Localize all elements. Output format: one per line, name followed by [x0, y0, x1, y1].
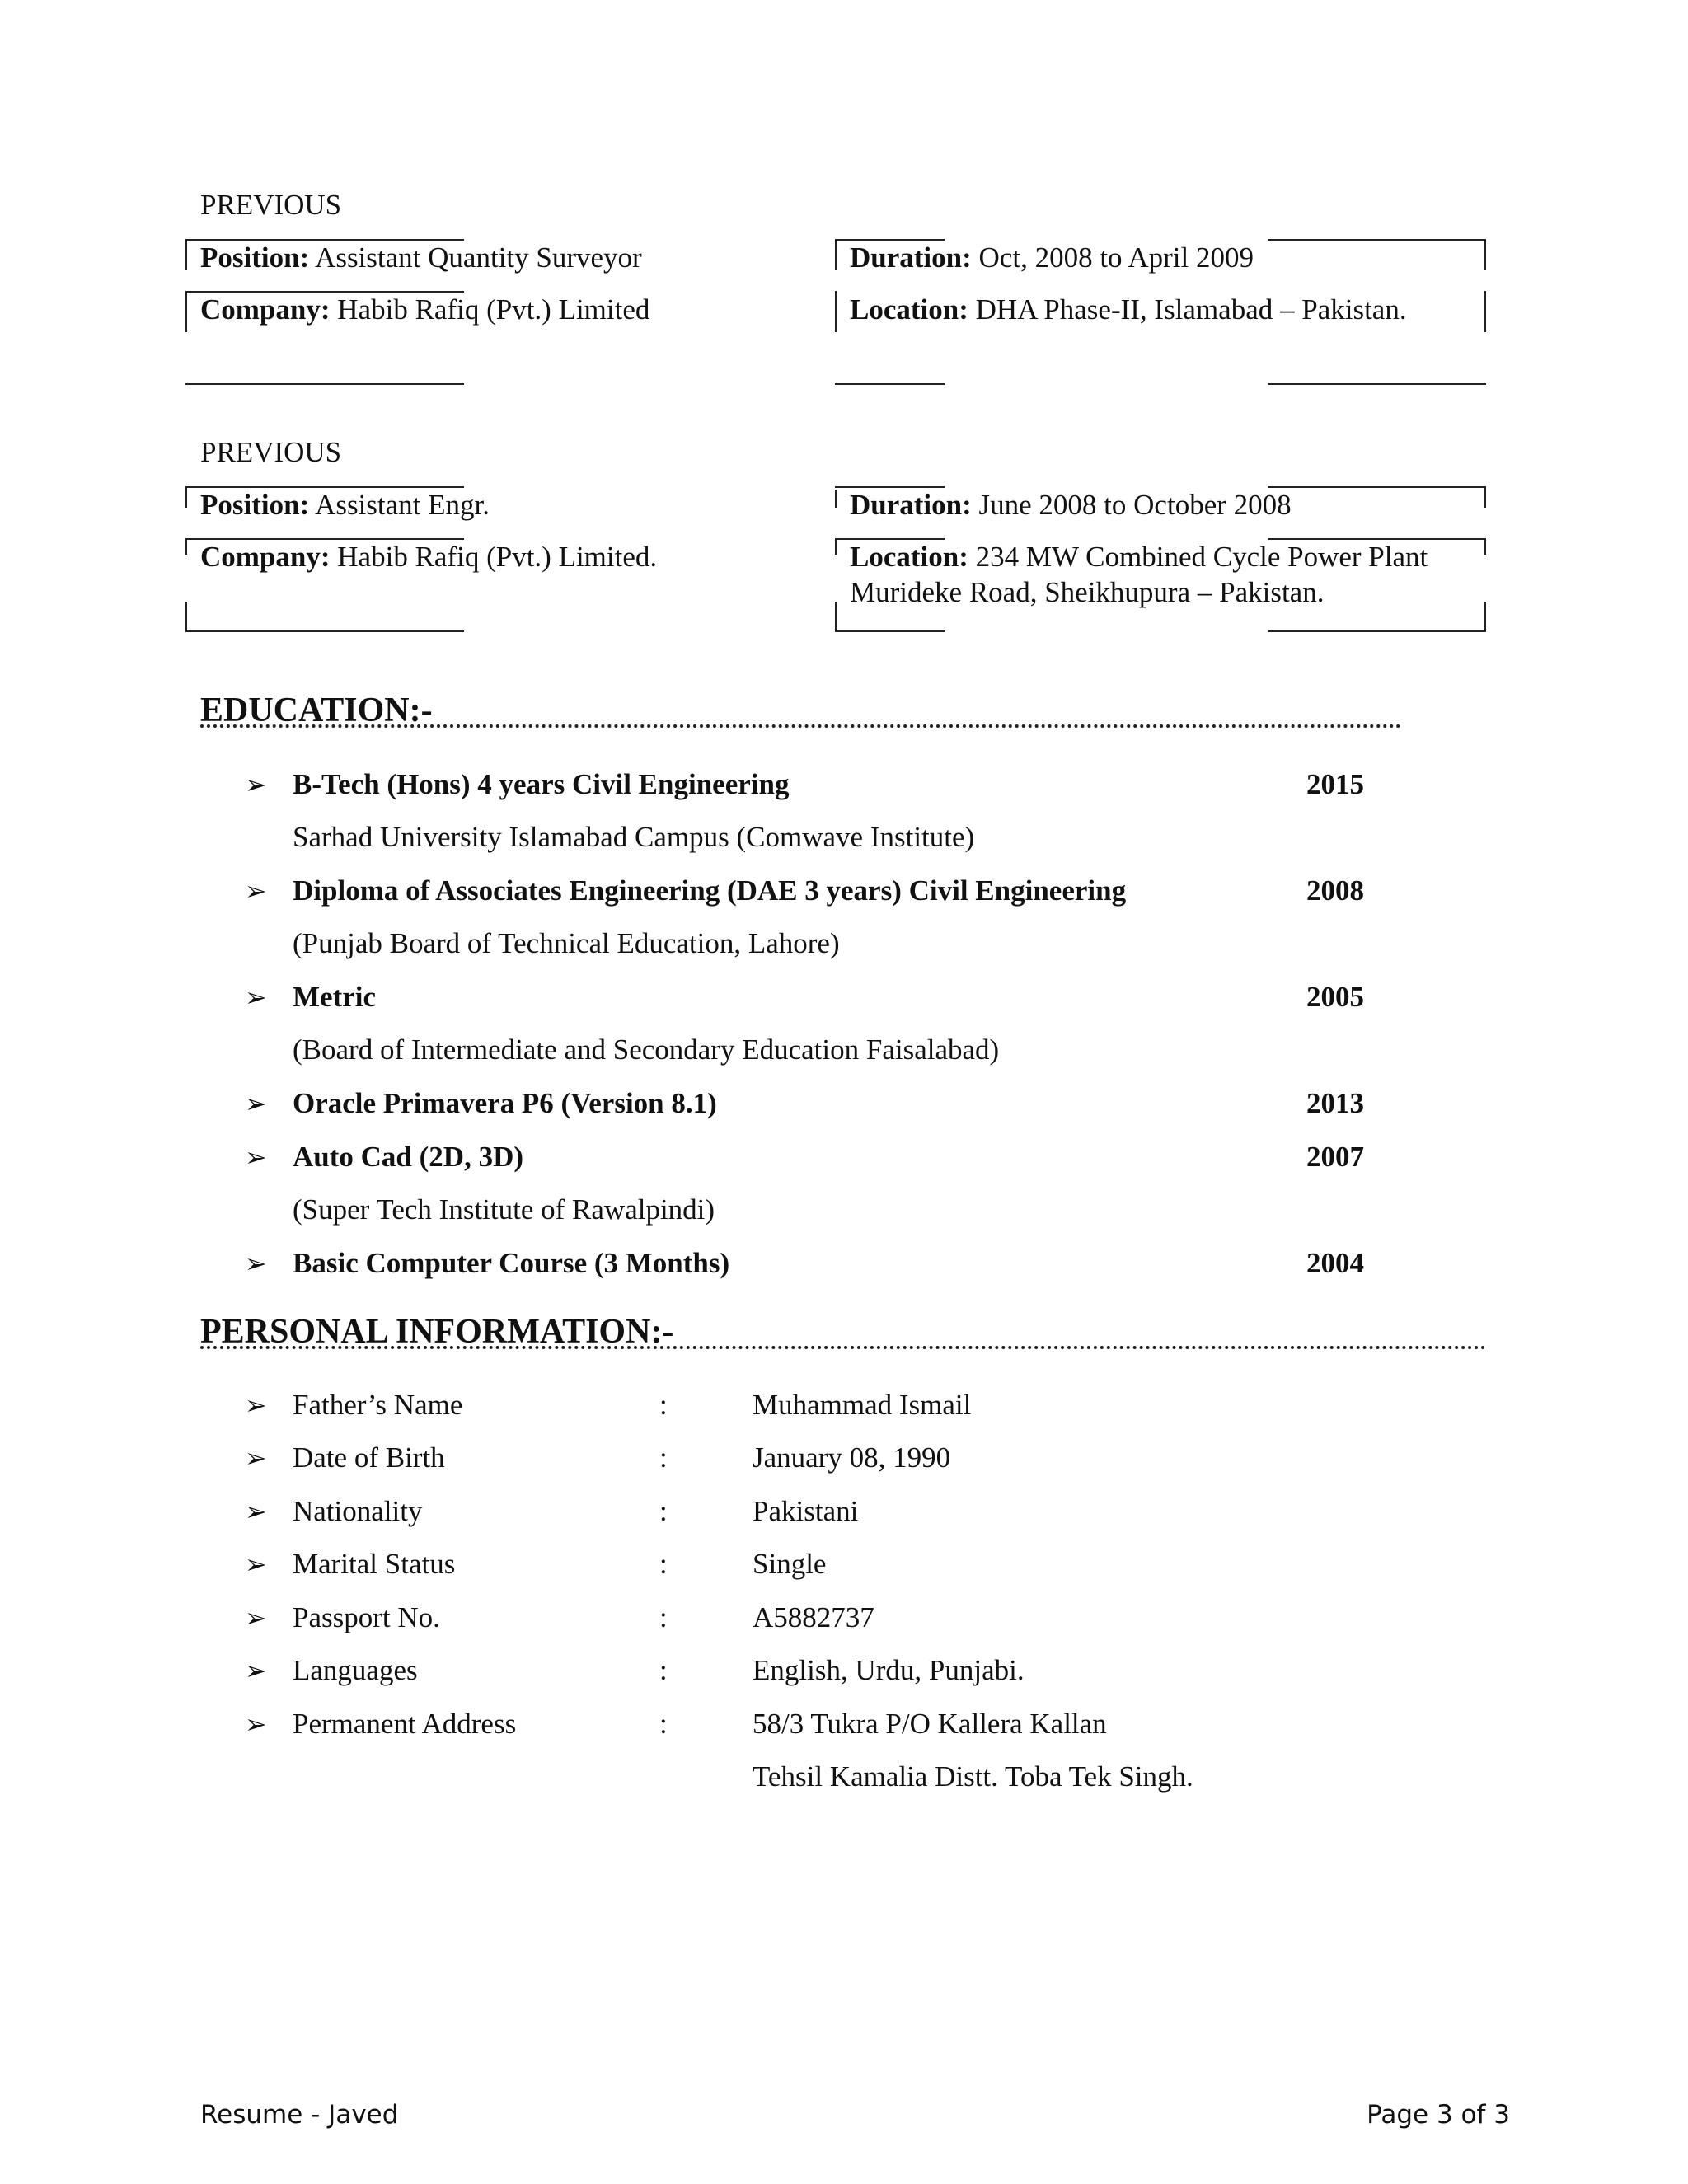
education-item-title: Basic Computer Course (3 Months): [293, 1247, 730, 1279]
frame-line: [835, 383, 945, 385]
personal-info-label: Languages: [293, 1654, 418, 1686]
education-item-title: B-Tech (Hons) 4 years Civil Engineering: [293, 768, 790, 800]
company-field: [200, 540, 657, 574]
personal-info-separator: :: [659, 1654, 668, 1686]
education-title: EDUCATION:-: [200, 691, 433, 729]
company-label: Company:: [200, 293, 331, 326]
footer-page-number: Page 3 of 3: [1367, 2100, 1510, 2130]
location-field: [850, 540, 1428, 574]
frame-line: [1484, 602, 1486, 631]
company-value: Habib Rafiq (Pvt.) Limited.: [337, 541, 658, 573]
location-label: Location:: [850, 541, 968, 573]
frame-line: [185, 602, 187, 631]
education-item-detail: (Super Tech Institute of Rawalpindi): [293, 1193, 715, 1226]
personal-info-label: Passport No.: [293, 1601, 440, 1633]
bullet-icon: ➢: [245, 982, 267, 1012]
job-heading: PREVIOUS: [200, 189, 342, 221]
duration-field: [850, 488, 1292, 523]
bullet-icon: ➢: [245, 1603, 267, 1633]
education-item-year: 2004: [1306, 1247, 1364, 1279]
location-label: Location:: [850, 293, 968, 326]
frame-line: [185, 630, 464, 632]
bullet-icon: ➢: [245, 1142, 267, 1172]
education-item-year: 2007: [1306, 1141, 1364, 1173]
education-item-detail: (Punjab Board of Technical Education, Lahore): [293, 927, 840, 959]
frame-line: [835, 490, 837, 508]
frame-line: [185, 538, 187, 555]
personal-info-value: 58/3 Tukra P/O Kallera Kallan: [753, 1708, 1107, 1740]
personal-info-label: Nationality: [293, 1495, 423, 1527]
frame-line: [1484, 486, 1486, 508]
frame-line: [835, 239, 837, 270]
personal-info-value: January 08, 1990: [753, 1441, 951, 1474]
section-divider: [200, 1346, 1486, 1349]
education-item-year: 2013: [1306, 1087, 1364, 1119]
position-field: [200, 488, 490, 523]
frame-line: [1268, 486, 1486, 488]
personal-info-separator: :: [659, 1441, 668, 1474]
frame-line: [835, 291, 837, 332]
personal-info-separator: :: [659, 1495, 668, 1527]
education-item-title: Oracle Primavera P6 (Version 8.1): [293, 1087, 717, 1119]
location-field: [850, 293, 1407, 327]
frame-line: [185, 486, 187, 508]
personal-info-value: Muhammad Ismail: [753, 1389, 972, 1421]
education-item-detail: (Board of Intermediate and Secondary Education Faisalabad): [293, 1033, 1000, 1066]
job-heading: PREVIOUS: [200, 436, 342, 468]
duration-value: Oct, 2008 to April 2009: [978, 241, 1254, 274]
company-label: Company:: [200, 541, 331, 573]
personal-info-label: Father’s Name: [293, 1389, 463, 1421]
education-item-title: Auto Cad (2D, 3D): [293, 1141, 523, 1173]
personal-info-value-line2: Tehsil Kamalia Distt. Toba Tek Singh.: [753, 1760, 1193, 1793]
personal-info-separator: :: [659, 1601, 668, 1633]
education-item-year: 2008: [1306, 874, 1364, 907]
bullet-icon: ➢: [245, 1549, 267, 1579]
bullet-icon: ➢: [245, 1390, 267, 1420]
position-label: Position:: [200, 489, 310, 521]
location-value-line2: Murideke Road, Sheikhupura – Pakistan.: [850, 576, 1325, 608]
bullet-icon: ➢: [245, 1656, 267, 1685]
frame-line: [185, 239, 187, 270]
personal-info-label: Permanent Address: [293, 1708, 517, 1740]
duration-field: [850, 241, 1254, 275]
frame-line: [1268, 239, 1486, 241]
bullet-icon: ➢: [245, 1443, 267, 1473]
bullet-icon: ➢: [245, 770, 267, 799]
personal-info-separator: :: [659, 1548, 668, 1580]
duration-label: Duration:: [850, 489, 972, 521]
personal-info-label: Date of Birth: [293, 1441, 445, 1474]
frame-line: [1484, 291, 1486, 332]
position-value: Assistant Engr.: [315, 489, 490, 521]
location-value: 234 MW Combined Cycle Power Plant: [975, 541, 1428, 573]
frame-line: [1484, 239, 1486, 270]
education-item-year: 2005: [1306, 981, 1364, 1013]
position-field: [200, 241, 642, 275]
bullet-icon: ➢: [245, 1089, 267, 1118]
personal-info-separator: :: [659, 1389, 668, 1421]
personal-info-separator: :: [659, 1708, 668, 1740]
frame-line: [835, 602, 837, 631]
bullet-icon: ➢: [245, 1249, 267, 1278]
personal-info-value: English, Urdu, Punjabi.: [753, 1654, 1025, 1686]
frame-line: [1268, 630, 1486, 632]
company-value: Habib Rafiq (Pvt.) Limited: [337, 293, 650, 326]
personal-info-label: Marital Status: [293, 1548, 456, 1580]
position-label: Position:: [200, 241, 310, 274]
personal-info-value: Pakistani: [753, 1495, 859, 1527]
bullet-icon: ➢: [245, 1497, 267, 1526]
frame-line: [835, 538, 837, 555]
personal-info-value: A5882737: [753, 1601, 874, 1633]
company-field: [200, 293, 649, 327]
frame-line: [185, 291, 187, 332]
duration-label: Duration:: [850, 241, 972, 274]
frame-line: [1268, 383, 1486, 385]
education-item-title: Metric: [293, 981, 377, 1013]
education-item-year: 2015: [1306, 768, 1364, 800]
location-value: DHA Phase-II, Islamabad – Pakistan.: [975, 293, 1407, 326]
personal-info-value: Single: [753, 1548, 827, 1580]
bullet-icon: ➢: [245, 876, 267, 906]
footer-left: Resume - Javed: [200, 2100, 399, 2130]
position-value: Assistant Quantity Surveyor: [315, 241, 642, 274]
frame-line: [185, 383, 464, 385]
bullet-icon: ➢: [245, 1709, 267, 1739]
education-item-title: Diploma of Associates Engineering (DAE 3 years) Civil Engineering: [293, 874, 1127, 907]
frame-line: [835, 630, 945, 632]
education-item-detail: Sarhad University Islamabad Campus (Comwave Institute): [293, 821, 975, 853]
frame-line: [1484, 538, 1486, 555]
duration-value: June 2008 to October 2008: [978, 489, 1292, 521]
section-divider: [200, 724, 1401, 728]
personal-info-title: PERSONAL INFORMATION:-: [200, 1313, 674, 1351]
